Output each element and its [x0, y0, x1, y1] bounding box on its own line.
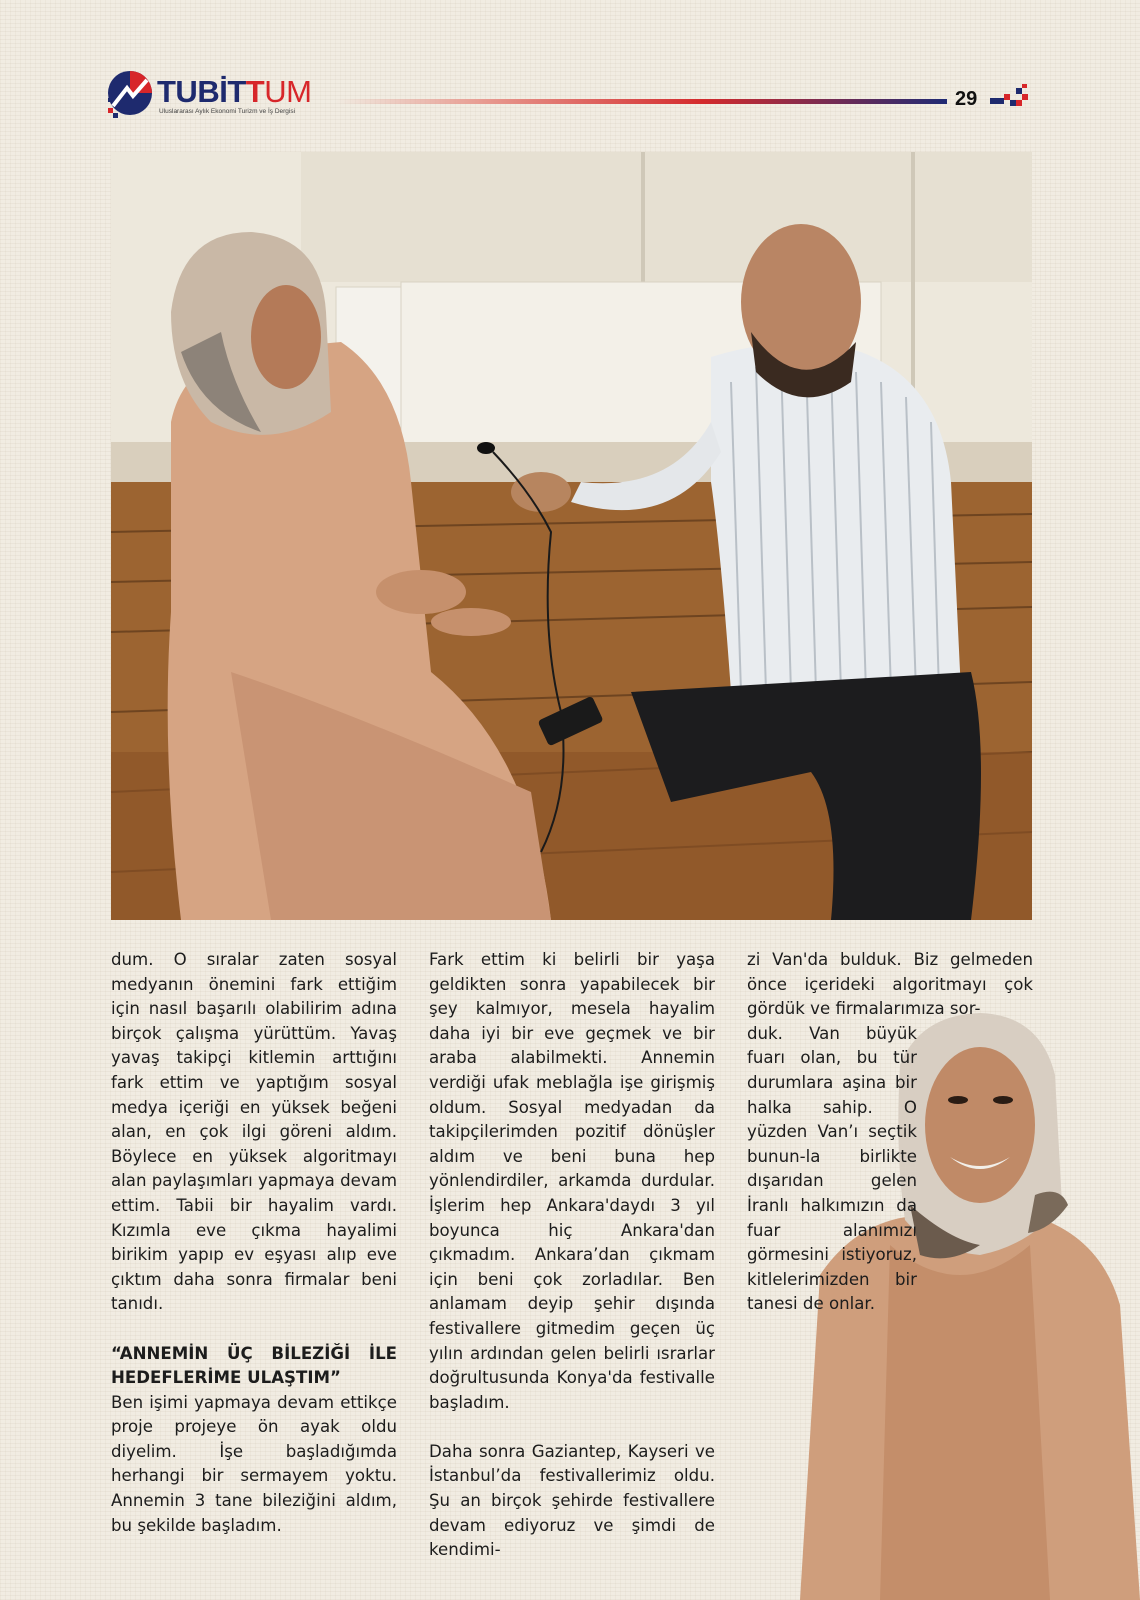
interview-photo — [111, 152, 1032, 920]
article-column-1 — [111, 948, 397, 1538]
magazine-logo — [105, 68, 325, 120]
header-rule — [335, 99, 947, 104]
logo-wordmark: TUBİTTUM — [157, 74, 312, 109]
article-paragraph: Ben işimi yapmaya devam ettikçe proje projeye ön ayak oldu diyelim. İşe başladığımda herhangi bir sermayem yoktu. Annemin 3 tane bileziğini aldım, bu şekilde başladım. — [111, 1392, 397, 1535]
article-column-3 — [747, 948, 1033, 1317]
article-paragraph: duk. Van büyük fuarı olan, bu tür durumlara aşina bir halka sahip. O yüzden Van’ı seçtik bunun-la birlikte dışarıdan gelen İranlı halkımızın da fuar alanımızı görmesini istiyoruz, kitlelerimizden bir tanesi de onlar. — [747, 1023, 917, 1314]
article-subheading: “ANNEMİN ÜÇ BİLEZİĞİ İLE HEDEFLERİME ULAŞTIM” — [111, 1343, 397, 1388]
checker-flag-icon — [990, 84, 1030, 110]
article-paragraph: Daha sonra Gaziantep, Kayseri ve İstanbul’da festivallerimiz oldu. Şu an birçok şehirde festivallere devam ediyoruz ve şimdi de kendimi- — [429, 1441, 715, 1560]
article-paragraph: Fark ettim ki belirli bir yaşa geldikten sonra yapabilecek bir şey kalmıyor, mesela hayalim daha iyi bir eve geçmek ve bir araba alabilmekti. Annemin verdiği ufak meblağla işe girişmiş oldum. Sosyal medyadan da takipçilerimden pozitif dönüşler aldım ve beni buna hep yönlendirdiler, arkamda durdular. İşlerim hep Ankara'daydı 3 yıl boyunca hiç Ankara'dan çıkmadım. Ankara’dan çıkmam için beni çok zorladılar. Ben anlamam deyip şehir dışında festivallere gitmedim geçen üç yılın ardından gelen belirli ısrarlar doğrultusunda Konya'da festivalle başladım. — [429, 950, 715, 1412]
page-number: 29 — [955, 88, 978, 110]
logo-tagline: Uluslararası Aylık Ekonomi Turizm ve İş Dergisi — [159, 108, 296, 115]
logo-emblem-icon — [105, 68, 155, 118]
article-column-2 — [429, 948, 715, 1563]
article-paragraph: zi Van'da bulduk. Biz gelmeden önce içerideki algoritmayı çok gördük ve firmalarımıza sor- — [747, 950, 1033, 1019]
article-paragraph: dum. O sıralar zaten sosyal medyanın önemini fark ettiğim için nasıl başarılı olabilirim adına birçok çalışma yürüttüm. Yavaş yavaş takipçi kitlemin arttığını fark ettim ve yaptığım sosyal medya içeriği en yüksek beğeni alan, en çok ilgi göreni aldım. Böylece en yüksek algoritmayı alan paylaşımları yapmaya devam ettim. Tabii bir hayalim vardı. Kızımla eve çıkma hayalimi birikim yapıp ev eşyası alıp eve çıktım daha sonra firmalar beni tanıdı. — [111, 950, 397, 1314]
